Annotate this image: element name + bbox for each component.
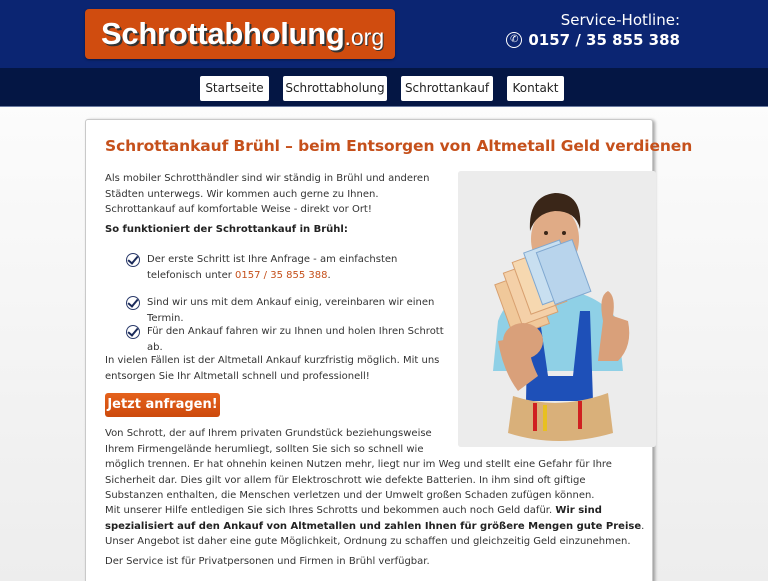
intro-paragraph: Als mobiler Schrotthändler sind wir ständig in Brühl und anderen Städten unterwegs. Wir kommen auch gerne zu Ihnen. Schrottankauf auf komfortable Weise - direkt vor Ort!: [105, 173, 430, 215]
body-paragraph-2: Mit unserer Hilfe entledigen Sie sich Ihres Schrotts und bekommen auch noch Geld dafür. Wir sind spezialisiert auf den Ankauf von Altmetallen und zahlen Ihnen für größere Mengen gute Preise. Unser Angebot ist daher eine gute Möglichkeit, Ordnung zu schaffen und gleichzeitig Geld einzunehmen.: [105, 505, 645, 547]
check-circle-icon: [126, 325, 140, 339]
step-item: [126, 252, 446, 283]
info-paragraph: In vielen Fällen ist der Altmetall Ankauf kurzfristig möglich. Mit uns entsorgen Sie Ihr Altmetall schnell und professionell!: [105, 355, 440, 382]
site-header: [0, 0, 768, 68]
hotline-label: Service-Hotline:: [560, 11, 680, 29]
page-title: Schrottankauf Brühl – beim Entsorgen von Altmetall Geld verdienen: [105, 137, 693, 155]
nav-schrottankauf[interactable]: Schrottankauf: [401, 76, 493, 101]
step-text: Für den Ankauf fahren wir zu Ihnen und holen Ihren Schrott ab.: [147, 326, 444, 353]
check-circle-icon: [126, 296, 140, 310]
step-text: Der erste Schritt ist Ihre Anfrage - am einfachsten telefonisch unter 0157 / 35 855 388.: [147, 254, 398, 281]
check-circle-icon: [126, 253, 140, 267]
step-item: [126, 295, 446, 326]
nav-schrottabholung[interactable]: Schrottabholung: [283, 76, 387, 101]
step-item: [126, 324, 446, 355]
service-hotline: [506, 11, 680, 50]
worker-photo: [458, 171, 656, 447]
float-spacer: [445, 426, 645, 447]
nav-kontakt[interactable]: Kontakt: [507, 76, 564, 101]
step-text: Sind wir uns mit dem Ankauf einig, vereinbaren wir einen Termin.: [147, 297, 435, 324]
request-button[interactable]: Jetzt anfragen!: [105, 393, 220, 417]
hotline-number[interactable]: 0157 / 35 855 388: [528, 31, 680, 49]
body-paragraph: Von Schrott, der auf Ihrem privaten Grundstück beziehungsweise Ihrem Firmengelände herumliegt, sollten Sie sich so schnell wie möglich trennen. Er hat ohnehin keinen Nutzen mehr, liegt nur im Weg und stellt eine Gefahr für Ihre Sicherheit dar. Dies gilt vor allem für Elektroschrott wie defekte Batterien. In ihm sind oft giftige Substanzen enthalten, die Menschen verletzen und der Umwelt großen Schaden zufügen können.: [105, 426, 645, 504]
howto-heading: So funktioniert der Schrottankauf in Brühl:: [105, 224, 348, 235]
phone-link[interactable]: 0157 / 35 855 388: [235, 269, 328, 281]
logo-main-text: Schrottabholung: [101, 16, 345, 51]
content-panel: [85, 119, 693, 581]
logo-tld-text: .org: [344, 24, 385, 50]
bold-highlight: Wir sind spezialisiert auf den Ankauf von Altmetallen und zahlen Ihnen für größere Mengen gute Preise: [105, 505, 642, 532]
nav-startseite[interactable]: Startseite: [200, 76, 269, 101]
availability-paragraph: Der Service ist für Privatpersonen und Firmen in Brühl verfügbar.: [105, 556, 430, 567]
hotline-number-row[interactable]: [506, 30, 680, 50]
main-navigation: [0, 68, 768, 107]
worker-holding-money-image: [458, 171, 656, 447]
phone-icon: ✆: [506, 32, 522, 48]
site-logo[interactable]: [85, 9, 395, 59]
